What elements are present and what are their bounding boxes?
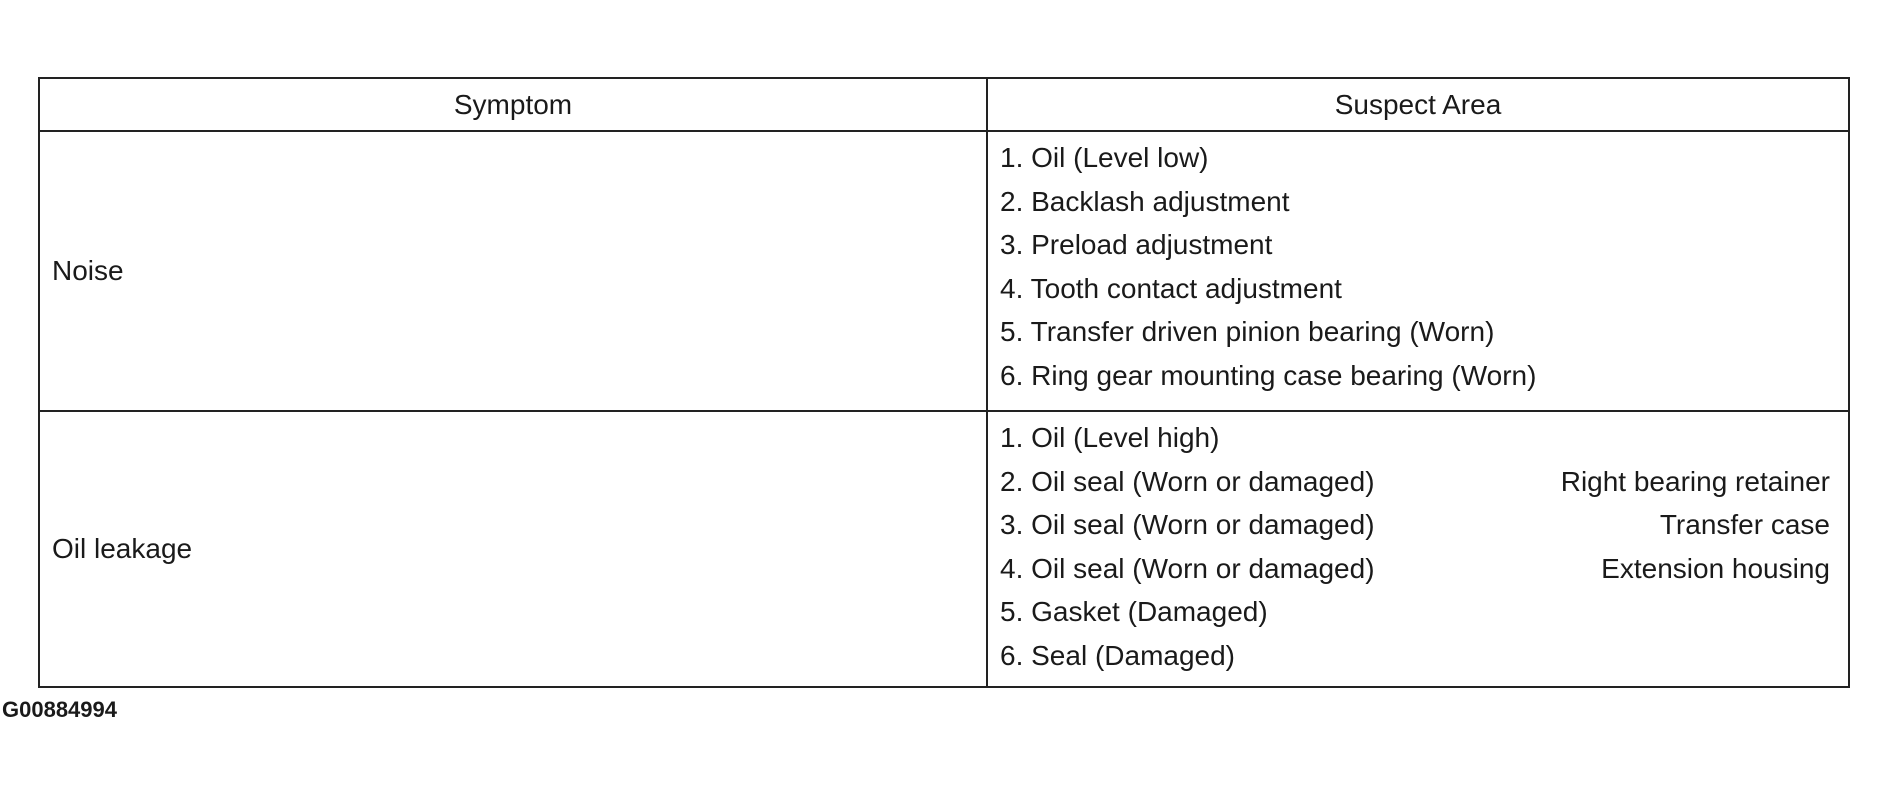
suspect-area-item-text: 1. Oil (Level high) bbox=[1000, 422, 1220, 453]
suspect-area-item-text: 2. Backlash adjustment bbox=[1000, 185, 1290, 217]
suspect-area-item-location: Transfer case bbox=[1659, 509, 1830, 540]
suspect-area-item-text: 6. Seal (Damaged) bbox=[1000, 639, 1236, 671]
suspect-area-item-text: 5. Gasket (Damaged) bbox=[1000, 596, 1268, 627]
symptom-column-header: Symptom bbox=[39, 78, 987, 131]
suspect-area-item bbox=[1000, 267, 1830, 311]
diagnosis-table-container bbox=[38, 77, 1848, 688]
table-row-noise bbox=[39, 131, 1849, 411]
suspect-area-item-text: 5. Transfer driven pinion bearing (Worn) bbox=[1000, 316, 1495, 347]
table-header-row bbox=[39, 78, 1849, 131]
suspect-area-item bbox=[1000, 136, 1830, 180]
suspect-area-item bbox=[1000, 634, 1830, 678]
suspect-area-item bbox=[1000, 180, 1830, 224]
table-row-oil-leakage bbox=[39, 411, 1849, 687]
symptom-cell: Oil leakage bbox=[39, 411, 987, 687]
suspect-area-item-location: Right bearing retainer bbox=[1560, 465, 1830, 497]
suspect-area-cell bbox=[987, 131, 1849, 411]
suspect-area-item bbox=[1000, 590, 1830, 634]
diagnosis-table bbox=[38, 77, 1850, 688]
suspect-area-item bbox=[1000, 547, 1830, 591]
suspect-area-item bbox=[1000, 460, 1830, 504]
figure-id: G00884994 bbox=[2, 697, 117, 722]
suspect-area-item bbox=[1000, 310, 1830, 354]
suspect-area-cell bbox=[987, 411, 1849, 687]
symptom-cell: Noise bbox=[39, 131, 987, 411]
suspect-area-item-text: 4. Oil seal (Worn or damaged) bbox=[1000, 552, 1375, 584]
suspect-area-item-text: 1. Oil (Level low) bbox=[1000, 142, 1209, 173]
suspect-area-item bbox=[1000, 503, 1830, 547]
suspect-area-item-text: 3. Preload adjustment bbox=[1000, 229, 1273, 260]
suspect-area-column-header: Suspect Area bbox=[987, 78, 1849, 131]
suspect-area-item bbox=[1000, 223, 1830, 267]
suspect-area-item bbox=[1000, 354, 1830, 398]
suspect-area-item-text: 3. Oil seal (Worn or damaged) bbox=[1000, 509, 1375, 540]
suspect-area-item-location: Extension housing bbox=[1601, 552, 1830, 584]
suspect-area-item-text: 6. Ring gear mounting case bearing (Worn) bbox=[1000, 359, 1537, 391]
suspect-area-item-text: 2. Oil seal (Worn or damaged) bbox=[1000, 465, 1375, 497]
suspect-area-item bbox=[1000, 416, 1830, 460]
suspect-area-item-text: 4. Tooth contact adjustment bbox=[1000, 272, 1342, 304]
